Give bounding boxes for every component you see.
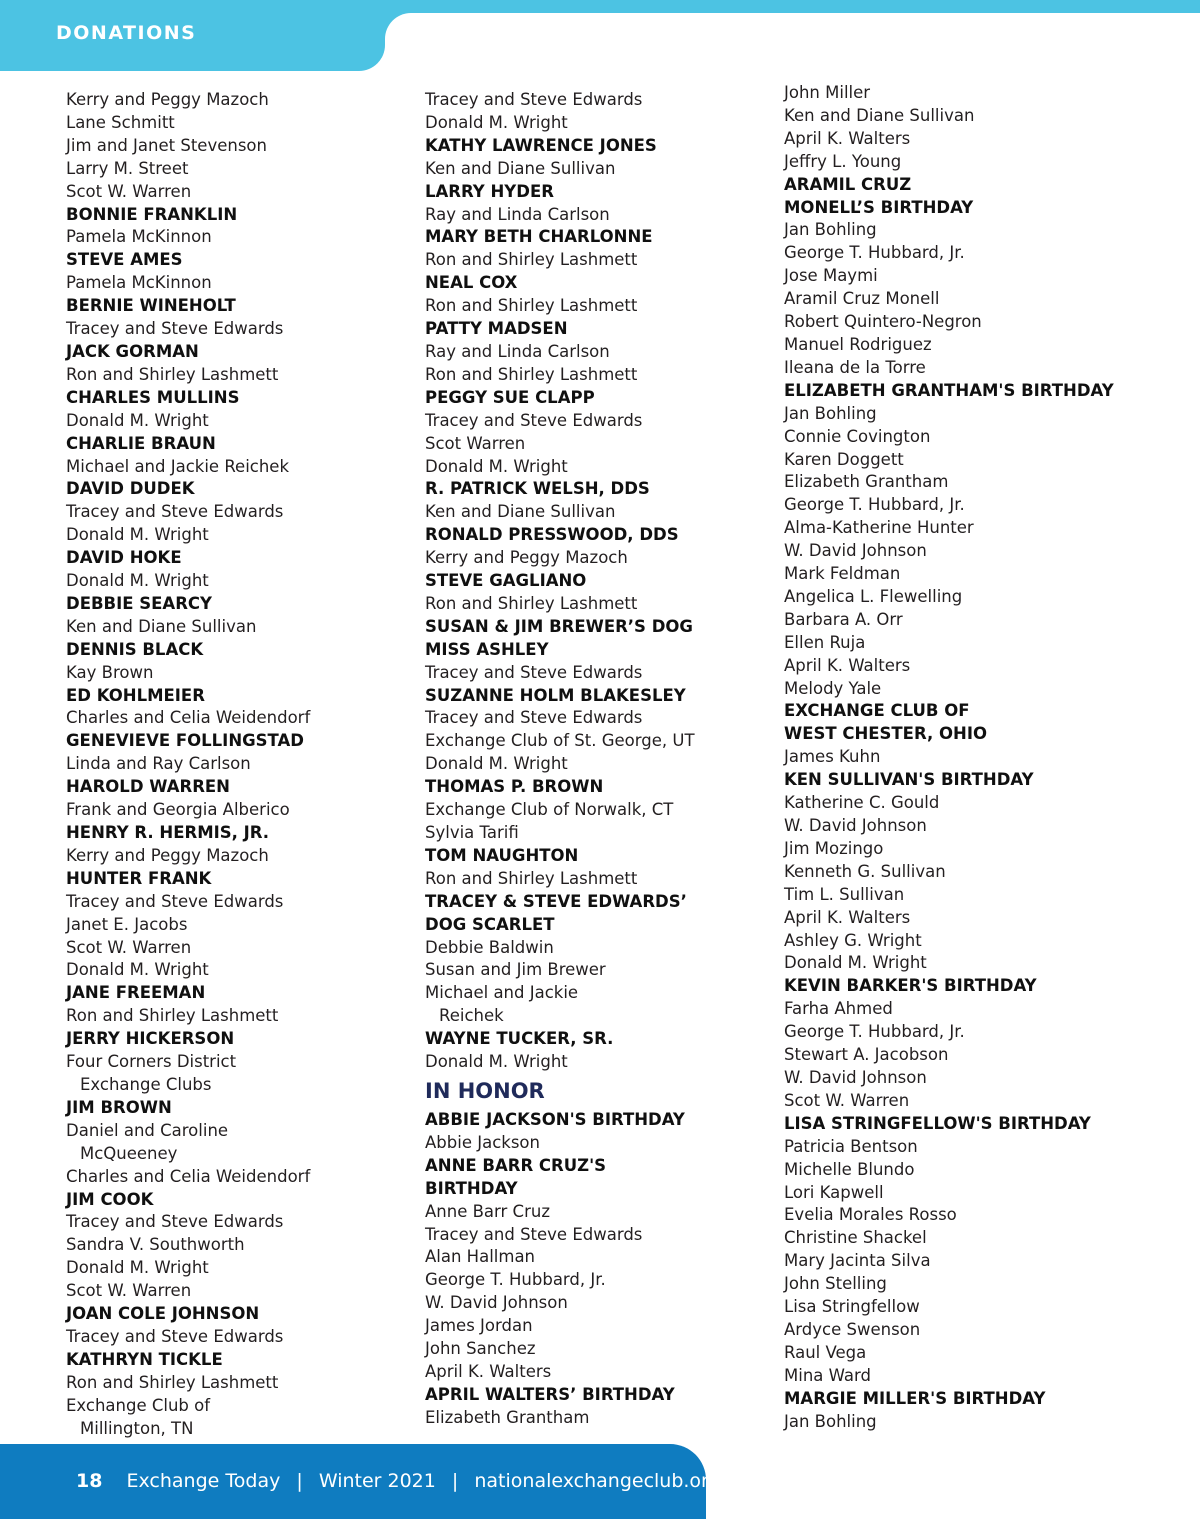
footer-separator: |	[296, 1470, 303, 1492]
honoree-name: JOAN COLE JOHNSON	[66, 1304, 260, 1324]
donations-column-1	[66, 89, 406, 1440]
honoree-name: NEAL COX	[425, 273, 518, 293]
donor-name: Exchange Club of	[66, 1395, 211, 1415]
donor-name: Kenneth G. Sullivan	[784, 861, 946, 881]
donor-name: Jim and Janet Stevenson	[66, 135, 267, 155]
donor-name: Ken and Diane Sullivan	[784, 105, 975, 125]
honoree-name: GENEVIEVE FOLLINGSTAD	[66, 731, 305, 751]
donor-name: April K. Walters	[784, 655, 911, 675]
donor-name: Ron and Shirley Lashmett	[66, 1006, 279, 1026]
honoree-name: MARY BETH CHARLONNE	[425, 227, 653, 247]
honoree-name: WEST CHESTER, OHIO	[784, 724, 987, 744]
donor-name: Ileana de la Torre	[784, 357, 926, 377]
donor-name: Donald M. Wright	[425, 456, 568, 476]
donor-name: Sandra V. Southworth	[66, 1235, 245, 1255]
section-title: DONATIONS	[56, 22, 197, 44]
donor-name: Angelica L. Flewelling	[784, 586, 963, 606]
donor-name: Ashley G. Wright	[784, 930, 922, 950]
donor-name: Kerry and Peggy Mazoch	[425, 548, 628, 568]
honoree-name: DAVID DUDEK	[66, 479, 195, 499]
donor-name: Sylvia Tarifi	[425, 823, 519, 842]
honoree-name: STEVE GAGLIANO	[425, 571, 587, 591]
honoree-name: JACK GORMAN	[66, 341, 199, 361]
donor-name: Ken and Diane Sullivan	[425, 158, 616, 178]
donor-name: Tracey and Steve Edwards	[66, 502, 284, 522]
donor-name: Donald M. Wright	[66, 960, 209, 980]
honoree-name: RONALD PRESSWOOD, DDS	[425, 525, 679, 545]
donor-name: Christine Shackel	[784, 1228, 927, 1248]
honoree-name: HUNTER FRANK	[66, 868, 212, 888]
donor-name: Karen Doggett	[784, 449, 904, 469]
footer-separator: |	[451, 1470, 459, 1492]
donor-name: Janet E. Jacobs	[66, 914, 188, 934]
donor-name: Ardyce Swenson	[784, 1319, 921, 1339]
donor-name: W. David Johnson	[784, 541, 927, 561]
donor-name: Tracey and Steve Edwards	[425, 662, 643, 682]
donor-name: Charles and Celia Weidendorf	[66, 1166, 311, 1186]
donor-name: Ken and Diane Sullivan	[425, 502, 616, 522]
donor-name-continued: Millington, TN	[80, 1418, 194, 1438]
donor-name: Ron and Shirley Lashmett	[66, 1372, 279, 1392]
honoree-name: THOMAS P. BROWN	[425, 777, 604, 797]
donor-name: Katherine C. Gould	[784, 793, 940, 813]
donor-name: Jan Bohling	[784, 1411, 877, 1431]
footer-text	[76, 1470, 721, 1492]
honoree-name: MARGIE MILLER'S BIRTHDAY	[784, 1388, 1046, 1408]
honoree-name: DENNIS BLACK	[66, 639, 204, 659]
donor-name: Connie Covington	[784, 426, 931, 446]
donor-name: Lori Kapwell	[784, 1182, 884, 1202]
donor-name: Elizabeth Grantham	[425, 1407, 590, 1427]
donor-name: Ron and Shirley Lashmett	[425, 868, 638, 888]
donor-name: Lisa Stringfellow	[784, 1297, 920, 1317]
honoree-name: ARAMIL CRUZ	[784, 174, 912, 194]
honoree-name: MONELL’S BIRTHDAY	[784, 197, 974, 217]
donor-name: Scot W. Warren	[66, 1281, 192, 1301]
donor-name: Exchange Club of Norwalk, CT	[425, 800, 674, 820]
donor-name: Ron and Shirley Lashmett	[425, 296, 638, 316]
donor-name: Donald M. Wright	[425, 112, 568, 132]
donor-name: Jose Maymi	[784, 266, 878, 286]
honoree-name: PEGGY SUE CLAPP	[425, 387, 595, 407]
donor-name: Ray and Linda Carlson	[425, 204, 610, 224]
donor-name: W. David Johnson	[425, 1293, 568, 1313]
donor-name: Jeffry L. Young	[784, 151, 902, 171]
donor-name: W. David Johnson	[784, 816, 927, 835]
donor-name: Tracey and Steve Edwards	[66, 891, 284, 911]
honoree-name: APRIL WALTERS’ BIRTHDAY	[425, 1384, 675, 1404]
honoree-name: JIM BROWN	[66, 1097, 172, 1117]
donor-name: Aramil Cruz Monell	[784, 289, 940, 309]
donor-name: Evelia Morales Rosso	[784, 1205, 957, 1225]
donor-name: Four Corners District	[66, 1052, 237, 1072]
donor-name: April K. Walters	[784, 128, 911, 148]
donor-name: Manuel Rodriguez	[784, 334, 932, 354]
section-heading: IN HONOR	[425, 1078, 545, 1103]
donor-name: Donald M. Wright	[425, 754, 568, 774]
donor-name: Tracey and Steve Edwards	[425, 90, 643, 109]
donor-name: Ron and Shirley Lashmett	[425, 593, 638, 613]
donor-name: Mary Jacinta Silva	[784, 1251, 931, 1271]
donor-name: Donald M. Wright	[66, 571, 209, 591]
honoree-name: MISS ASHLEY	[425, 639, 549, 659]
honoree-name: BERNIE WINEHOLT	[66, 296, 236, 316]
honoree-name: DEBBIE SEARCY	[66, 593, 212, 613]
section-tab	[0, 0, 385, 71]
honoree-name: WAYNE TUCKER, SR.	[425, 1029, 614, 1049]
honoree-name: CHARLIE BRAUN	[66, 433, 216, 453]
honoree-name: HENRY R. HERMIS, JR.	[66, 823, 270, 842]
donor-name: Donald M. Wright	[66, 410, 209, 430]
donor-name: Ray and Linda Carlson	[425, 341, 610, 361]
honoree-name: JIM COOK	[66, 1189, 154, 1209]
honoree-name: TRACEY & STEVE EDWARDS’	[425, 891, 687, 911]
donor-name: Exchange Club of St. George, UT	[425, 731, 695, 751]
issue-date: Winter 2021	[318, 1470, 436, 1492]
donor-name: Susan and Jim Brewer	[425, 960, 606, 980]
donor-name: Ron and Shirley Lashmett	[66, 364, 279, 384]
donations-column-2	[425, 89, 765, 1430]
donor-name: Tracey and Steve Edwards	[66, 1212, 284, 1232]
donor-name-continued: Reichek	[439, 1006, 504, 1026]
honoree-name: ELIZABETH GRANTHAM'S BIRTHDAY	[784, 380, 1114, 400]
donor-name: Larry M. Street	[66, 158, 189, 178]
donor-name: Scot W. Warren	[784, 1090, 910, 1110]
donor-name: George T. Hubbard, Jr.	[784, 495, 965, 515]
donor-name: Michelle Blundo	[784, 1159, 915, 1179]
donor-name: April K. Walters	[425, 1361, 552, 1381]
donor-name: Michael and Jackie Reichek	[66, 456, 290, 476]
honoree-name: R. PATRICK WELSH, DDS	[425, 479, 650, 499]
donor-name: Daniel and Caroline	[66, 1120, 229, 1140]
donor-name: Frank and Georgia Alberico	[66, 800, 290, 820]
donor-name-continued: McQueeney	[80, 1143, 178, 1163]
donor-name: George T. Hubbard, Jr.	[425, 1270, 606, 1290]
honoree-name: BONNIE FRANKLIN	[66, 204, 238, 224]
honoree-name: SUSAN & JIM BREWER’S DOG	[425, 616, 693, 636]
donor-name: Stewart A. Jacobson	[784, 1045, 949, 1065]
honoree-name: SUZANNE HOLM BLAKESLEY	[425, 685, 686, 705]
donor-name: Elizabeth Grantham	[784, 472, 949, 492]
donor-name: Barbara A. Orr	[784, 609, 903, 629]
honoree-name: LISA STRINGFELLOW'S BIRTHDAY	[784, 1113, 1091, 1133]
donor-name: Anne Barr Cruz	[425, 1201, 550, 1221]
donor-name: John Stelling	[784, 1274, 887, 1294]
honoree-name: JERRY HICKERSON	[66, 1029, 235, 1049]
donor-name: April K. Walters	[784, 907, 911, 927]
donor-name: Donald M. Wright	[425, 1052, 568, 1072]
donor-name: Jan Bohling	[784, 220, 877, 240]
donations-column-3	[784, 82, 1124, 1433]
donor-name: George T. Hubbard, Jr.	[784, 1022, 965, 1042]
donor-name: Donald M. Wright	[66, 1258, 209, 1278]
honoree-name: DAVID HOKE	[66, 548, 182, 568]
donor-name: Tracey and Steve Edwards	[66, 1326, 284, 1346]
honoree-name: KEVIN BARKER'S BIRTHDAY	[784, 976, 1037, 996]
page-footer	[0, 1444, 721, 1519]
donor-name: Ron and Shirley Lashmett	[425, 364, 638, 384]
honoree-name: HAROLD WARREN	[66, 777, 230, 797]
donor-name: George T. Hubbard, Jr.	[784, 243, 965, 263]
honoree-name: PATTY MADSEN	[425, 319, 568, 339]
donor-name: Pamela McKinnon	[66, 227, 212, 247]
donor-name: Donald M. Wright	[784, 953, 927, 973]
donor-name: Mark Feldman	[784, 564, 901, 584]
honoree-name: TOM NAUGHTON	[425, 845, 579, 865]
donor-name: Ken and Diane Sullivan	[66, 616, 257, 636]
donor-name: Tracey and Steve Edwards	[425, 708, 643, 728]
donor-name: James Jordan	[425, 1316, 533, 1336]
honoree-name: DOG SCARLET	[425, 914, 555, 934]
donor-name: John Sanchez	[425, 1339, 536, 1359]
donor-name: Donald M. Wright	[66, 525, 209, 545]
donor-name: Scot W. Warren	[66, 937, 192, 957]
donor-name: Mina Ward	[784, 1365, 871, 1385]
website-link[interactable]: nationalexchangeclub.org	[474, 1470, 721, 1492]
page-number: 18	[76, 1470, 103, 1492]
donor-name: W. David Johnson	[784, 1067, 927, 1087]
donor-name: Abbie Jackson	[425, 1132, 540, 1152]
donor-name: Tracey and Steve Edwards	[66, 319, 284, 339]
donor-name: Kay Brown	[66, 662, 154, 682]
donor-name: Tracey and Steve Edwards	[425, 1224, 643, 1244]
donor-name: Farha Ahmed	[784, 999, 893, 1019]
honoree-name: EXCHANGE CLUB OF	[784, 701, 970, 721]
donor-name: John Miller	[784, 83, 871, 102]
donor-name: Alma-Katherine Hunter	[784, 518, 974, 538]
donor-name: Alan Hallman	[425, 1247, 536, 1267]
donor-name: Pamela McKinnon	[66, 273, 212, 293]
donor-name: Tim L. Sullivan	[784, 884, 905, 904]
donor-name: Ellen Ruja	[784, 632, 866, 652]
honoree-name: KATHRYN TICKLE	[66, 1349, 223, 1369]
donor-name: Linda and Ray Carlson	[66, 754, 251, 774]
honoree-name: STEVE AMES	[66, 250, 183, 270]
donor-name: Kerry and Peggy Mazoch	[66, 90, 269, 109]
donor-name: Debbie Baldwin	[425, 937, 554, 957]
honoree-name: ED KOHLMEIER	[66, 685, 205, 705]
honoree-name: BIRTHDAY	[425, 1178, 518, 1198]
donor-name: Robert Quintero-Negron	[784, 312, 982, 332]
donor-name: Tracey and Steve Edwards	[425, 410, 643, 430]
donor-name: Lane Schmitt	[66, 112, 175, 132]
donor-name: Scot W. Warren	[66, 181, 192, 201]
honoree-name: LARRY HYDER	[425, 181, 554, 201]
honoree-name: ABBIE JACKSON'S BIRTHDAY	[425, 1109, 685, 1129]
honoree-name: ANNE BARR CRUZ'S	[425, 1155, 607, 1175]
honoree-name: KATHY LAWRENCE JONES	[425, 135, 657, 155]
donor-name: Charles and Celia Weidendorf	[66, 708, 311, 728]
honoree-name: KEN SULLIVAN'S BIRTHDAY	[784, 770, 1034, 790]
donor-name: Michael and Jackie	[425, 983, 579, 1003]
honoree-name: JANE FREEMAN	[66, 983, 206, 1003]
donor-name: James Kuhn	[784, 747, 881, 767]
donor-name: Jan Bohling	[784, 403, 877, 423]
donor-name: Raul Vega	[784, 1342, 867, 1362]
donor-name: Patricia Bentson	[784, 1136, 918, 1156]
donor-name-continued: Exchange Clubs	[80, 1074, 212, 1094]
donor-name: Kerry and Peggy Mazoch	[66, 845, 269, 865]
donor-name: Melody Yale	[784, 678, 882, 698]
donor-name: Ron and Shirley Lashmett	[425, 250, 638, 270]
donor-name: Scot Warren	[425, 433, 526, 453]
honoree-name: CHARLES MULLINS	[66, 387, 240, 407]
donor-name: Jim Mozingo	[784, 838, 884, 858]
publication-name: Exchange Today	[126, 1470, 281, 1492]
